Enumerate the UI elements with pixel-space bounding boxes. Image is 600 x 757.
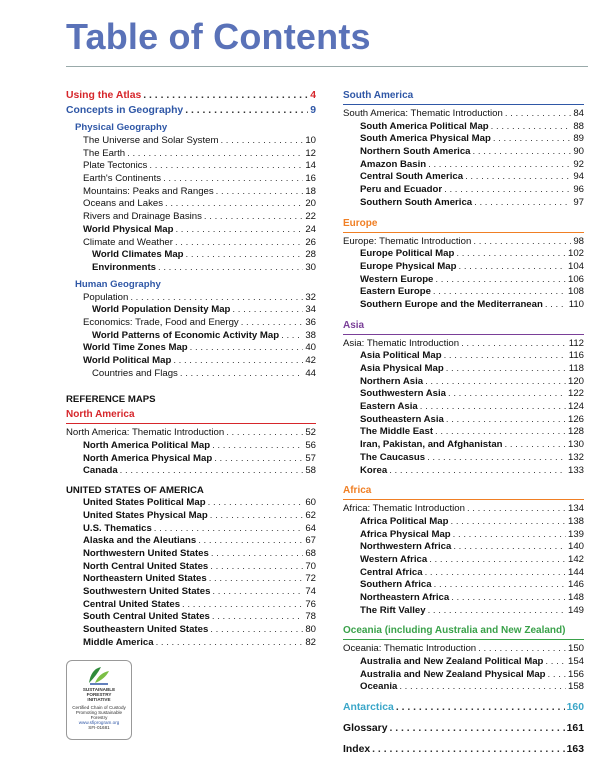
toc-entry[interactable]: Eastern Europe . . . 108 xyxy=(343,286,584,299)
toc-entry[interactable]: Southern South America . . . 97 xyxy=(343,197,584,210)
toc-entry[interactable]: North Central United States . . . 70 xyxy=(66,561,316,574)
toc-entry[interactable]: Climate and Weather . . . 26 xyxy=(66,237,316,250)
toc-entry-concepts[interactable]: Concepts in Geography . . . 9 xyxy=(66,103,316,118)
toc-entry[interactable]: U.S. Thematics . . . 64 xyxy=(66,523,316,536)
toc-entry[interactable]: Northeastern Africa . . . 148 xyxy=(343,592,584,605)
toc-entry[interactable]: Western Africa . . . 142 xyxy=(343,554,584,567)
usa-heading: UNITED STATES OF AMERICA xyxy=(66,485,204,497)
region-heading-africa: Africa xyxy=(343,485,584,500)
toc-entry[interactable]: The Rift Valley . . . 149 xyxy=(343,605,584,618)
toc-entry[interactable]: Southern Africa . . . 146 xyxy=(343,579,584,592)
toc-entry[interactable]: Europe Political Map . . . 102 xyxy=(343,248,584,261)
toc-entry[interactable]: Europe: Thematic Introduction . . . 98 xyxy=(343,236,584,249)
toc-entry[interactable]: Northern Asia . . . 120 xyxy=(343,376,584,389)
page-title: Table of Contents xyxy=(66,16,371,57)
toc-entry[interactable]: Asia Physical Map . . . 118 xyxy=(343,363,584,376)
toc-entry[interactable]: Western Europe . . . 106 xyxy=(343,274,584,287)
toc-entry[interactable]: United States Political Map . . . 60 xyxy=(66,497,316,510)
toc-entry[interactable]: Oceania: Thematic Introduction . . . 150 xyxy=(343,643,584,656)
logo-line: www.sfiprogram.org xyxy=(78,720,120,726)
logo-line: SFI-01681 xyxy=(88,725,110,731)
toc-entry[interactable]: Central South America . . . 94 xyxy=(343,171,584,184)
region-heading-europe: Europe xyxy=(343,218,584,233)
toc-entry[interactable]: Africa Political Map . . . 138 xyxy=(343,516,584,529)
toc-entry[interactable]: South Central United States . . . 78 xyxy=(66,611,316,624)
toc-entry[interactable]: Rivers and Drainage Basins . . . 22 xyxy=(66,211,316,224)
toc-entry[interactable]: Iran, Pakistan, and Afghanistan . . . 130 xyxy=(343,439,584,452)
toc-entry[interactable]: South America: Thematic Introduction . . . 84 xyxy=(343,108,584,121)
toc-entry-index[interactable]: Index . . . 163 xyxy=(343,742,584,757)
logo-line: SUSTAINABLE xyxy=(82,687,116,692)
toc-entry[interactable]: Mountains: Peaks and Ranges . . . 18 xyxy=(66,186,316,199)
toc-entry[interactable]: Central United States . . . 76 xyxy=(66,599,316,612)
toc-entry[interactable]: North America Political Map . . . 56 xyxy=(66,440,316,453)
section-heading-physical: Physical Geography xyxy=(75,122,168,133)
title-rule xyxy=(66,66,588,67)
toc-entry[interactable]: Earth's Continents . . . 16 xyxy=(66,173,316,186)
toc-entry[interactable]: Economics: Trade, Food and Energy . . . 36 xyxy=(66,317,316,330)
toc-entry[interactable]: Peru and Ecuador . . . 96 xyxy=(343,184,584,197)
toc-entry-using-atlas[interactable]: Using the Atlas . . . 4 xyxy=(66,88,316,103)
toc-entry[interactable]: Alaska and the Aleutians . . . 67 xyxy=(66,535,316,548)
toc-entry[interactable]: Southeastern Asia . . . 126 xyxy=(343,414,584,427)
toc-entry[interactable]: Middle America . . . 82 xyxy=(66,637,316,650)
section-heading-human: Human Geography xyxy=(75,278,161,290)
region-heading-oceania: Oceania (including Australia and New Zealand) xyxy=(343,625,584,640)
toc-entry[interactable]: Northern South America . . . 90 xyxy=(343,146,584,159)
logo-line: Promoting Sustainable Forestry xyxy=(75,709,123,721)
toc-entry[interactable]: Northwestern United States . . . 68 xyxy=(66,548,316,561)
region-heading-south-america: South America xyxy=(343,90,584,105)
toc-entry[interactable]: Population . . . 32 xyxy=(66,292,316,305)
toc-entry[interactable]: World Patterns of Economic Activity Map . . . 38 xyxy=(66,330,316,343)
toc-entry[interactable]: Africa: Thematic Introduction . . . 134 xyxy=(343,503,584,516)
toc-entry[interactable]: Australia and New Zealand Physical Map . . . 156 xyxy=(343,669,584,682)
right-column xyxy=(343,88,584,757)
logo-line: INITIATIVE xyxy=(87,697,111,703)
toc-entry[interactable]: Southwestern Asia . . . 122 xyxy=(343,388,584,401)
toc-entry[interactable]: World Climates Map . . . 28 xyxy=(66,249,316,262)
toc-entry[interactable]: Asia: Thematic Introduction . . . 112 xyxy=(343,338,584,351)
toc-entry[interactable]: North America: Thematic Introduction . . . 52 xyxy=(66,427,316,440)
toc-entry[interactable]: Australia and New Zealand Political Map . . . 154 xyxy=(343,656,584,669)
toc-entry[interactable]: Eastern Asia . . . 124 xyxy=(343,401,584,414)
toc-entry[interactable]: Asia Political Map . . . 116 xyxy=(343,350,584,363)
logo-line: Certified Chain of Custody xyxy=(72,704,126,710)
toc-entry-glossary[interactable]: Glossary . . . 161 xyxy=(343,721,584,736)
toc-entry[interactable]: World Population Density Map . . . 34 xyxy=(66,304,316,317)
toc-entry[interactable]: World Political Map . . . 42 xyxy=(66,355,316,368)
toc-entry[interactable]: Korea . . . 133 xyxy=(343,465,584,478)
toc-entry[interactable]: The Middle East . . . 128 xyxy=(343,426,584,439)
reference-maps-heading: REFERENCE MAPS xyxy=(66,394,156,406)
toc-entry[interactable]: South America Physical Map . . . 89 xyxy=(343,133,584,146)
toc-entry[interactable]: United States Physical Map . . . 62 xyxy=(66,510,316,523)
toc-entry[interactable]: World Time Zones Map . . . 40 xyxy=(66,342,316,355)
toc-entry[interactable]: World Physical Map . . . 24 xyxy=(66,224,316,237)
toc-entry[interactable]: North America Physical Map . . . 57 xyxy=(66,453,316,466)
toc-entry[interactable]: Southeastern United States . . . 80 xyxy=(66,624,316,637)
toc-entry[interactable]: Northeastern United States . . . 72 xyxy=(66,573,316,586)
toc-entry[interactable]: Oceania . . . 158 xyxy=(343,681,584,694)
toc-entry[interactable]: Africa Physical Map . . . 139 xyxy=(343,529,584,542)
toc-entry[interactable]: Southern Europe and the Mediterranean . . . 110 xyxy=(343,299,584,312)
toc-entry[interactable]: The Earth . . . 12 xyxy=(66,148,316,161)
toc-entry[interactable]: Europe Physical Map . . . 104 xyxy=(343,261,584,274)
left-column xyxy=(66,88,316,649)
toc-entry[interactable]: South America Political Map . . . 88 xyxy=(343,121,584,134)
toc-entry[interactable]: Southwestern United States . . . 74 xyxy=(66,586,316,599)
toc-entry[interactable]: The Caucasus . . . 132 xyxy=(343,452,584,465)
toc-entry[interactable]: The Universe and Solar System . . . 10 xyxy=(66,135,316,148)
sfi-certification-logo xyxy=(66,660,132,740)
logo-line: FORESTRY xyxy=(86,692,112,698)
toc-entry[interactable]: Canada . . . 58 xyxy=(66,465,316,478)
toc-entry[interactable]: Amazon Basin . . . 92 xyxy=(343,159,584,172)
sfi-leaf-icon xyxy=(87,665,111,685)
toc-entry[interactable]: Environments . . . 30 xyxy=(66,262,316,275)
toc-entry-antarctica[interactable]: Antarctica . . . 160 xyxy=(343,700,584,715)
toc-entry[interactable]: Countries and Flags . . . 44 xyxy=(66,368,316,381)
toc-entry[interactable]: Plate Tectonics . . . 14 xyxy=(66,160,316,173)
toc-entry[interactable]: Oceans and Lakes . . . 20 xyxy=(66,198,316,211)
toc-entry[interactable]: Northwestern Africa . . . 140 xyxy=(343,541,584,554)
toc-entry[interactable]: Central Africa . . . 144 xyxy=(343,567,584,580)
region-heading-asia: Asia xyxy=(343,320,584,335)
region-heading-north-america: North America xyxy=(66,409,316,424)
